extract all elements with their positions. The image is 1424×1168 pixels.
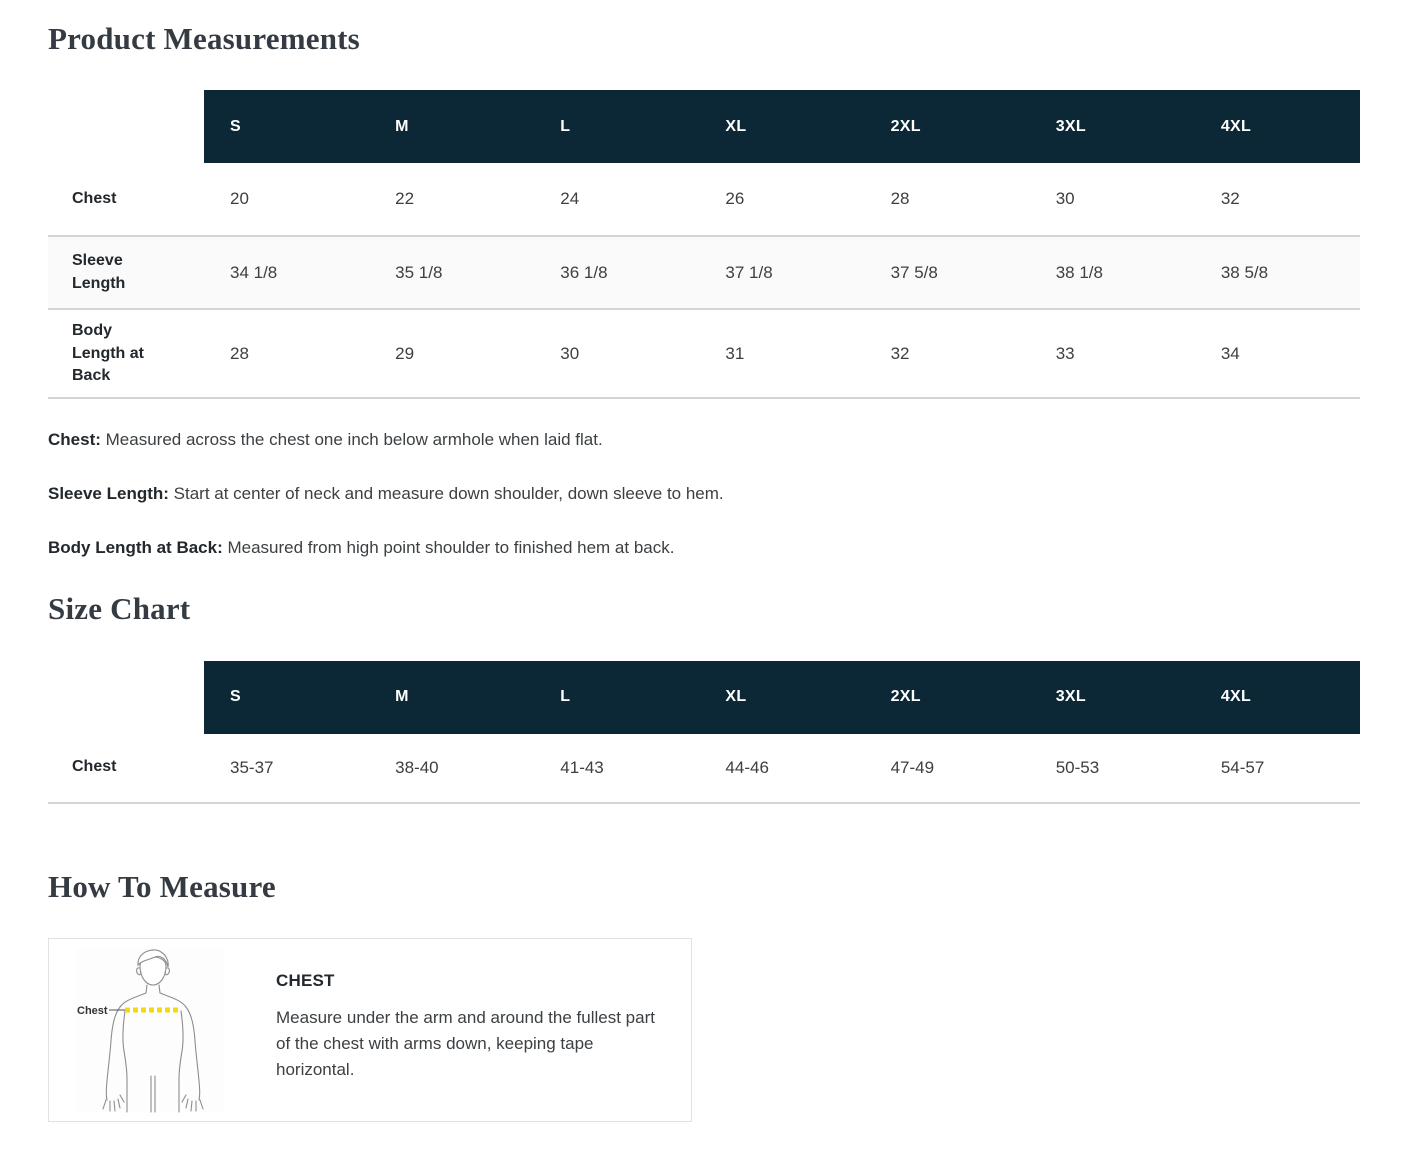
note-term: Body Length at Back:: [48, 538, 223, 558]
corner-cell: [48, 90, 204, 163]
product-measurements-table: [48, 90, 1360, 399]
size-header-row: [48, 90, 1360, 163]
value-cell: 24: [560, 189, 580, 209]
value-cell: 30: [560, 343, 580, 363]
note-body-length: [48, 536, 1360, 560]
size-column-header: 4XL: [1195, 90, 1360, 163]
value-cell: 35 1/8: [395, 262, 443, 282]
size-column-header: 3XL: [1030, 661, 1195, 734]
size-column-header: XL: [699, 90, 864, 163]
measure-item-title: CHEST: [276, 970, 335, 990]
size-column-header: 2XL: [865, 90, 1030, 163]
chest-figure-label: Chest: [77, 1004, 108, 1017]
value-cell: 50-53: [1055, 757, 1100, 777]
note-chest: [48, 428, 1360, 452]
value-cell: 28: [890, 189, 910, 209]
row-label: Chest: [72, 189, 117, 207]
value-cell: 54-57: [1220, 757, 1265, 777]
how-to-measure-title: How To Measure: [48, 868, 276, 904]
value-cell: 37 1/8: [725, 262, 773, 282]
value-cell: 37 5/8: [890, 262, 938, 282]
value-cell: 28: [230, 343, 249, 363]
measurement-row: [48, 163, 1360, 236]
value-cell: 35-37: [230, 757, 274, 777]
size-column-header: L: [534, 90, 699, 163]
value-cell: 26: [725, 189, 745, 209]
value-cell: 47-49: [890, 757, 935, 777]
row-label: Body Length at Back: [72, 322, 144, 384]
value-cell: 32: [1220, 189, 1240, 209]
measurement-row: [48, 309, 1360, 398]
row-label: Sleeve Length: [72, 252, 126, 292]
size-column-header: 4XL: [1195, 661, 1360, 734]
size-column-header: 2XL: [865, 661, 1030, 734]
note-text: Measured across the chest one inch below armhole when laid flat.: [105, 430, 603, 450]
value-cell: 33: [1055, 343, 1075, 363]
measurement-row: [48, 734, 1360, 803]
value-cell: 34: [1220, 343, 1240, 363]
value-cell: 32: [890, 343, 910, 363]
size-column-header: L: [534, 661, 699, 734]
value-cell: 36 1/8: [560, 262, 608, 282]
value-cell: 29: [395, 343, 415, 363]
row-label: Chest: [72, 758, 117, 776]
how-to-measure-card: [48, 938, 692, 1122]
size-column-header: 3XL: [1030, 90, 1195, 163]
value-cell: 38 5/8: [1220, 262, 1269, 282]
value-cell: 22: [395, 189, 415, 209]
note-text: Start at center of neck and measure down shoulder, down sleeve to hem.: [173, 484, 724, 504]
value-cell: 38-40: [395, 757, 439, 777]
value-cell: 20: [230, 189, 249, 209]
size-column-header: M: [369, 661, 534, 734]
note-sleeve-length: [48, 482, 1360, 506]
corner-cell: [48, 661, 204, 734]
measurement-row: [48, 236, 1360, 309]
note-term: Sleeve Length:: [48, 484, 169, 504]
size-column-header: S: [204, 661, 369, 734]
measure-item-description: Measure under the arm and around the fullest part of the chest with arms down, keeping tape horizontal.: [276, 1007, 655, 1079]
body-outline-illustration: [76, 949, 224, 1113]
value-cell: 44-46: [725, 757, 769, 777]
size-column-header: S: [204, 90, 369, 163]
value-cell: 38 1/8: [1055, 262, 1103, 282]
value-cell: 41-43: [560, 757, 604, 777]
value-cell: 34 1/8: [230, 262, 278, 282]
note-text: Measured from high point shoulder to finished hem at back.: [227, 538, 675, 558]
chest-measure-figure: [76, 949, 224, 1113]
size-chart-title: Size Chart: [48, 591, 191, 627]
product-measurements-title: Product Measurements: [48, 21, 360, 56]
value-cell: 30: [1055, 189, 1075, 209]
size-chart-table: [48, 661, 1360, 804]
measure-instructions: [276, 949, 667, 1083]
size-column-header: M: [369, 90, 534, 163]
value-cell: 31: [725, 343, 745, 363]
measurement-notes: [48, 428, 1360, 560]
size-column-header: XL: [699, 661, 864, 734]
size-header-row: [48, 661, 1360, 734]
note-term: Chest:: [48, 430, 101, 450]
